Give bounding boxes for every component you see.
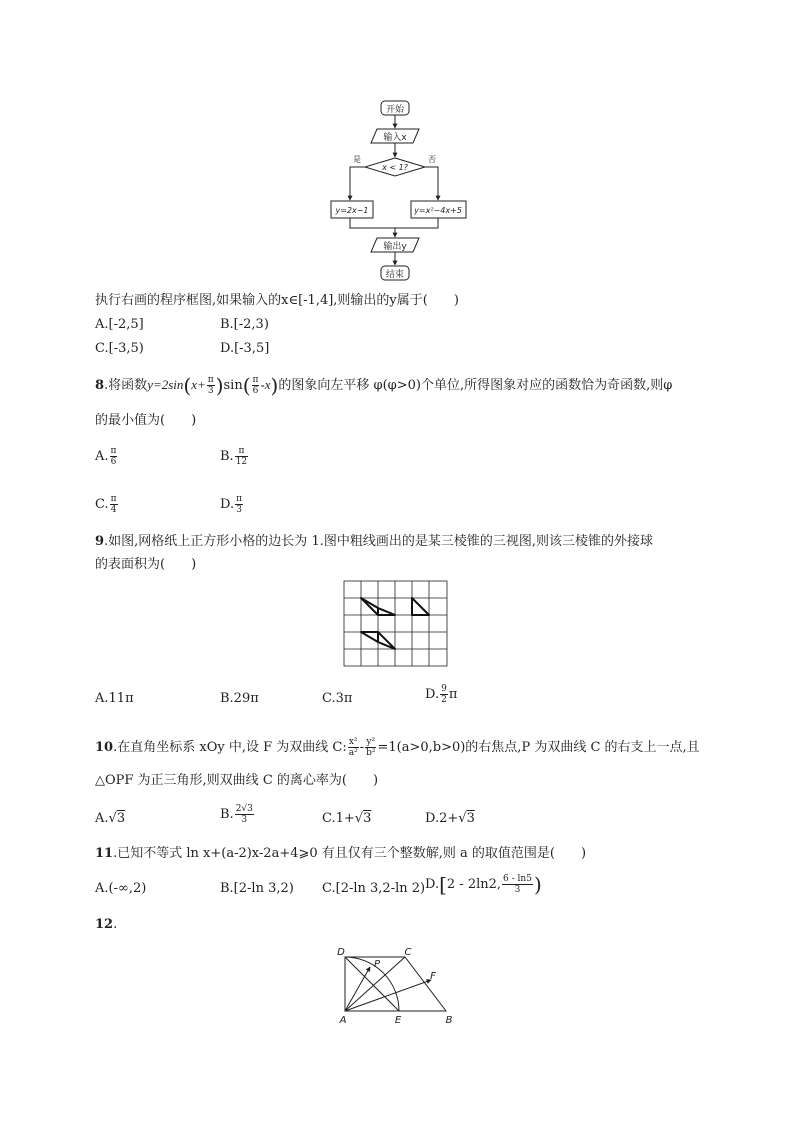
q8-frac1: $\frac{\pi}{3}$ xyxy=(207,375,214,396)
q9-grid-figure xyxy=(343,580,449,668)
flow-end-label: 结束 xyxy=(385,270,405,280)
flowchart xyxy=(320,96,480,284)
q11-option-c: C.[2-ln 3,2-ln 2) xyxy=(322,881,426,896)
q11-option-a: A.(-∞,2) xyxy=(95,881,147,896)
q8-option-d: D. $\frac{\pi}{3}$ xyxy=(220,494,243,515)
q12-label-c: C xyxy=(404,947,412,958)
q12-number: 12. xyxy=(95,917,118,932)
q12-label-b: B xyxy=(445,1015,453,1026)
q9-option-b: B.29π xyxy=(220,691,259,706)
q8-option-b: B. $\frac{\pi}{12}$ xyxy=(220,446,248,467)
q9-line2: 的表面积为( ) xyxy=(95,557,197,572)
q10-line2: △OPF 为正三角形,则双曲线 C 的离心率为( ) xyxy=(95,773,379,788)
q10-option-b: B. $\frac{2√3}{3}$ xyxy=(220,804,253,825)
q8-func: y=2sin xyxy=(147,377,184,392)
q7-stem: 执行右画的程序框图,如果输入的x∈[-1,4],则输出的y属于( ) xyxy=(95,293,459,308)
q8-line2: 的最小值为( ) xyxy=(95,413,197,428)
q12-label-p: P xyxy=(373,959,381,970)
flow-start-label: 开始 xyxy=(385,105,405,115)
q9-option-c: C.3π xyxy=(322,691,353,706)
q7-option-a: A.[-2,5] xyxy=(95,317,144,332)
q8-option-a: A. $\frac{\pi}{6}$ xyxy=(95,446,117,467)
q8-arg2: -x xyxy=(260,377,271,392)
q10-line1: 10.在直角坐标系 xOy 中,设 F 为双曲线 C: $\frac{\text{x²}}{\text{a²}}$ - $\frac{\text{y²}}{\text{b²}}$ =1(a>0,b>0)的右焦点,P 为双曲线 C 的右支上一点,且 xyxy=(95,737,700,758)
flow-no-label: 否 xyxy=(428,155,436,164)
q11-stem: 11.已知不等式 ln x+(a-2)x-2a+4⩾0 有且仅有三个整数解,则 a 的取值范围是( ) xyxy=(95,846,587,861)
flow-yes-label: 是 xyxy=(353,155,361,164)
flow-output-label: 输出y xyxy=(383,242,407,252)
q11-number: 11 xyxy=(95,846,114,861)
q8-frac2: $\frac{\pi}{6}$ xyxy=(252,375,259,396)
q11-option-d: D.[2 - 2ln2, $\frac{6 - \ln 5}{3}$ ) xyxy=(425,872,542,897)
q9-line1: 9.如图,网格纸上正方形小格的边长为 1.图中粗线画出的是某三棱锥的三视图,则该三棱锥的外接球 xyxy=(95,534,653,549)
flow-right-label: y=x²−4x+5 xyxy=(414,206,462,215)
q12-geometry-figure xyxy=(335,942,460,1027)
q8-number: 8 xyxy=(95,378,105,393)
q8-sin2: sin xyxy=(223,378,243,393)
q7-option-c: C.[-3,5) xyxy=(95,341,144,356)
q7-option-b: B.[-2,3) xyxy=(220,317,269,332)
q8-stem: 8.将函数y=2sin(x+ $\frac{\pi}{3}$ )sin( $\frac{\pi}{6}$ -x)的图象向左平移 φ(φ>0)个单位,所得图象对应的函数恰为奇函数,则φ xyxy=(95,373,673,398)
flow-decision-label: x < 1? xyxy=(382,163,408,172)
q12-label-d: D xyxy=(337,947,345,958)
q12-label-f: F xyxy=(430,971,436,982)
q10-option-c: C.1+√3 xyxy=(322,811,372,826)
q11-option-b: B.[2-ln 3,2) xyxy=(220,881,294,896)
q10-option-a: A.√3 xyxy=(95,811,126,826)
flow-input-label: 输入x xyxy=(383,133,407,143)
flow-left-label: y=2x−1 xyxy=(335,206,369,215)
q8-arg1: x+ xyxy=(191,377,206,392)
q12-label-e: E xyxy=(394,1015,402,1026)
q8-option-c: C. $\frac{\pi}{4}$ xyxy=(95,494,117,515)
q8-rest: 的图象向左平移 φ(φ>0)个单位,所得图象对应的函数恰为奇函数,则φ xyxy=(278,378,673,393)
q10-number: 10 xyxy=(95,740,114,755)
q9-number: 9 xyxy=(95,534,105,549)
q8-pre: .将函数 xyxy=(104,378,148,393)
q10-option-d: D.2+√3 xyxy=(425,811,475,826)
q9-option-d: D. $\frac{9}{2}$ π xyxy=(425,684,458,705)
q9-view-side xyxy=(412,598,429,615)
q7-option-d: D.[-3,5] xyxy=(220,341,270,356)
q12-label-a: A xyxy=(339,1015,347,1026)
q9-option-a: A.11π xyxy=(95,691,134,706)
